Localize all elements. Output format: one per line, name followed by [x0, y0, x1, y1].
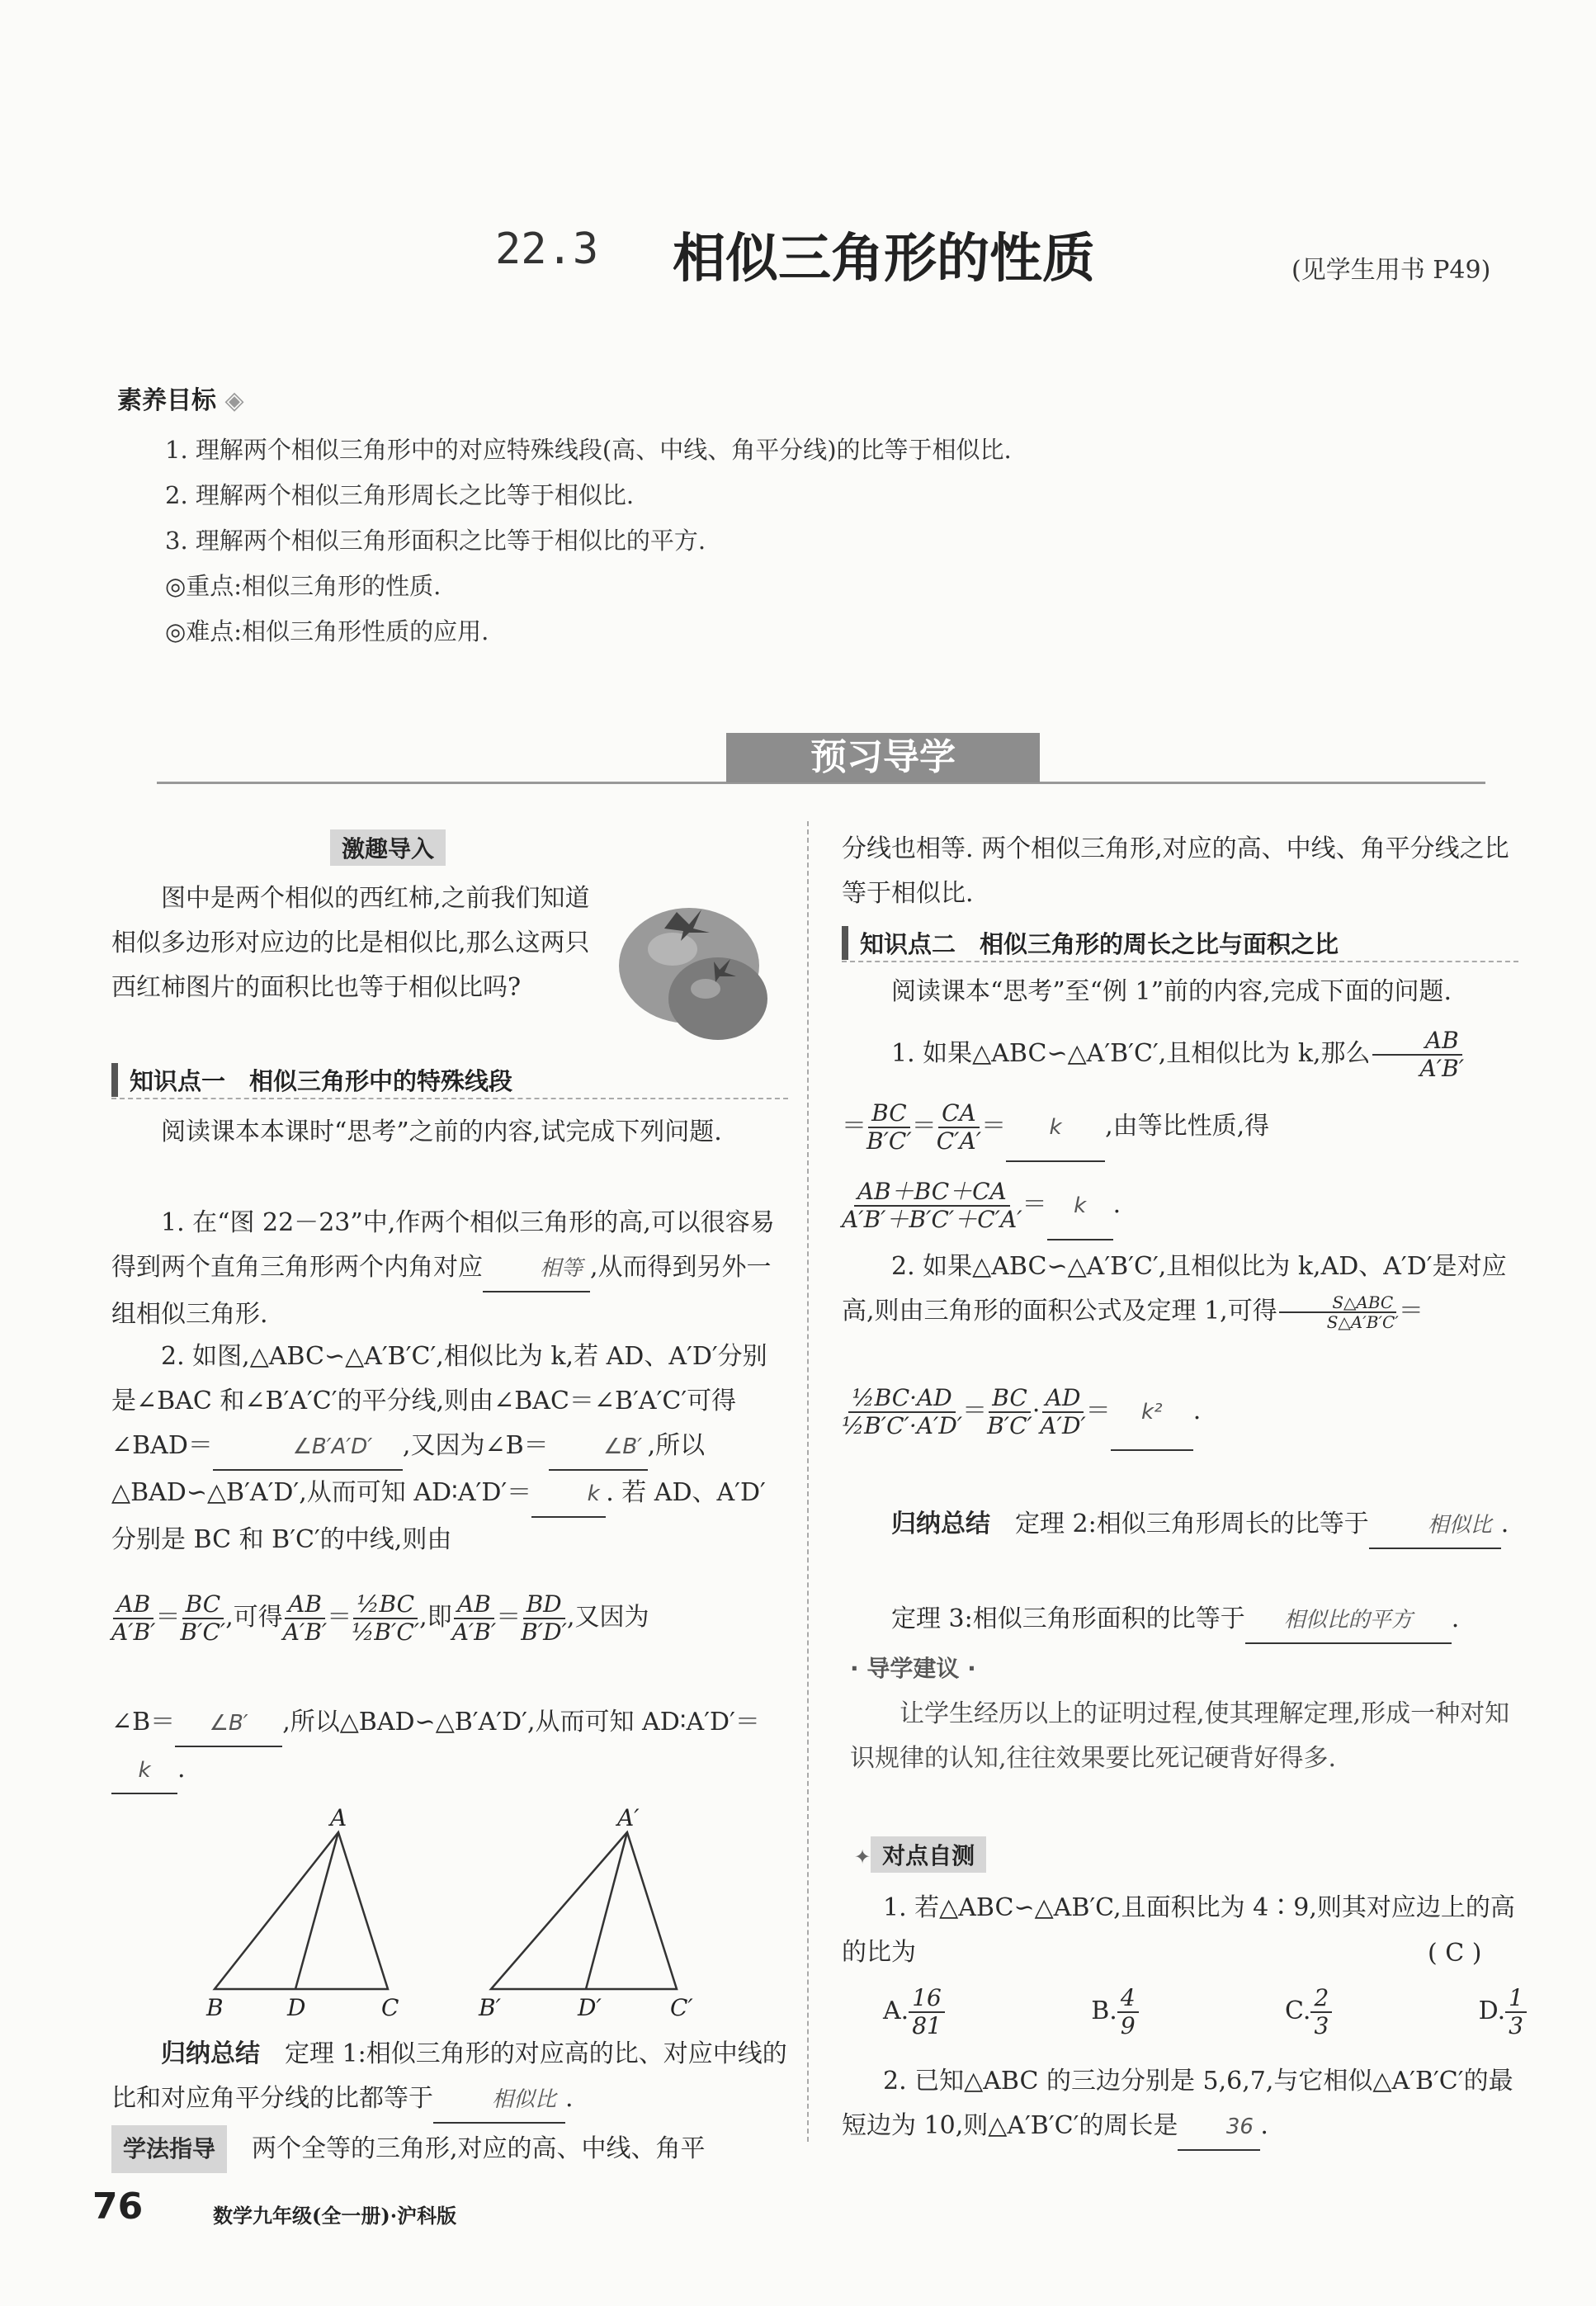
- triangles-figure: [198, 1799, 726, 2022]
- label-c-prime: C′: [670, 1994, 693, 2021]
- knowledge-2-heading: 知识点二 相似三角形的周长之比与面积之比: [842, 926, 1537, 960]
- answer-blank[interactable]: 36: [1178, 2105, 1260, 2151]
- answer-blank[interactable]: k: [531, 1472, 606, 1518]
- fraction: $\frac{BC}{B'C'}$: [866, 1099, 912, 1155]
- fraction: $\frac{\text{½BC·AD}}{\text{½B′C′·A′D′}}$: [842, 1384, 963, 1439]
- knowledge-1-heading: 知识点一 相似三角形中的特殊线段: [111, 1063, 806, 1097]
- option-a[interactable]: A. $\frac{16}{81}$: [883, 1985, 945, 2039]
- answer-blank[interactable]: ∠B′A′D′: [213, 1425, 403, 1471]
- summary-1: 归纳总结 定理 1:相似三角形的对应高的比、对应中线的比和对应角平分线的比都等于 相似比 .: [111, 2032, 788, 2124]
- answer-blank[interactable]: k: [1047, 1173, 1113, 1240]
- fraction: $\frac{\text{S△ABC}}{S\triangle A'B'C'}$: [1277, 1293, 1399, 1331]
- answer-blank[interactable]: 相似比: [433, 2077, 565, 2124]
- label-b: B: [206, 1994, 224, 2021]
- answer-blank[interactable]: k²: [1111, 1375, 1193, 1451]
- segment-ad: [295, 1832, 338, 1989]
- answer-blank[interactable]: k: [111, 1748, 177, 1794]
- fraction: $\frac{BD}{B'D'}$: [521, 1590, 567, 1646]
- test-1-options: [883, 1985, 1527, 2039]
- test-question-1: 1. 若△ABC∽△AB′C,且面积比为 4∶9,则其对应边上的高的比为: [842, 1893, 1515, 1967]
- label-c: C: [381, 1994, 399, 2021]
- k2-question-1: 1. 如果△ABC∽△A′B′C′,且相似比为 k,那么 $\frac{AB}{A'B'}$: [891, 1027, 1465, 1082]
- fraction: $\frac{AB}{A'B'}$: [111, 1590, 156, 1646]
- label-d: D: [287, 1994, 306, 2021]
- book-reference: (见学生用书 P49): [1291, 256, 1491, 285]
- self-test-heading: ✦ 对点自测: [854, 1836, 986, 1873]
- fraction: $\frac{AB}{A'B'}$: [451, 1590, 497, 1646]
- divider: [111, 1098, 788, 1099]
- intro-heading: 激趣导入: [330, 829, 446, 866]
- fraction: $\frac{2}{3}$: [1310, 1985, 1332, 2039]
- answer-blank[interactable]: k: [1006, 1094, 1105, 1162]
- answer-blank[interactable]: 相似比的平方: [1245, 1598, 1452, 1644]
- option-b[interactable]: B. $\frac{4}{9}$: [1091, 1985, 1138, 2039]
- page-title: 相似三角形的性质: [673, 229, 1095, 290]
- label-a: A: [330, 1804, 347, 1831]
- theorem-3: 定理 3:相似三角形面积的比等于 相似比的平方 .: [891, 1597, 1527, 1644]
- fraction: $\frac{AD}{A'D'}$: [1040, 1384, 1086, 1439]
- k1-formula: $\frac{AB}{A'B'}$ ＝ $\frac{BC}{B'C'}$ ,可得 $\frac{AB}{A'B'}$ ＝ $\frac{\text{½BC}}{\text{½B′C′}}$ ,即 $\frac{AB}{A'B'}$ ＝ $\frac{BD}{B'D'}$ ,又因为: [111, 1590, 649, 1646]
- fraction: $\frac{AB}{A'B'}$: [282, 1590, 328, 1646]
- answer-blank[interactable]: ∠B′: [549, 1425, 648, 1471]
- advice-text: 让学生经历以上的证明过程,使其理解定理,形成一种对知识规律的认知,往往效果要比死记硬背好得多.: [850, 1699, 1510, 1773]
- fraction: $\frac{1}{3}$: [1505, 1985, 1527, 2039]
- test-question-2: 2. 已知△ABC 的三边分别是 5,6,7,与它相似△A′B′C′的最短边为 10,则△A′B′C′的周长是 36 .: [842, 2059, 1527, 2151]
- label-b-prime: B′: [479, 1994, 501, 2021]
- fraction: $\frac{CA}{C'A'}$: [936, 1099, 982, 1155]
- fraction: $\frac{4}{9}$: [1117, 1985, 1139, 2039]
- tomato-image: [611, 891, 776, 1048]
- section-banner: 预习导学: [726, 733, 1040, 782]
- continued-text: 分线也相等. 两个相似三角形,对应的高、中线、角平分线之比等于相似比.: [842, 834, 1509, 908]
- test-1-answer: ( C ): [1428, 1939, 1482, 1968]
- option-c[interactable]: C. $\frac{2}{3}$: [1285, 1985, 1332, 2039]
- key-point: ◎重点:相似三角形的性质.: [165, 572, 441, 600]
- fraction: $\frac{AB+BC+CA}{A'B'+B'C'+C'A'}$: [842, 1178, 1022, 1233]
- goal-item: 3. 理解两个相似三角形面积之比等于相似比的平方.: [165, 527, 706, 555]
- fraction: $\frac{\text{½BC}}{\text{½B′C′}}$: [352, 1590, 420, 1646]
- book-title: 数学九年级(全一册)·沪科版: [213, 2204, 457, 2228]
- fraction: $\frac{BC}{B'C'}$: [987, 1384, 1032, 1439]
- difficult-point: ◎难点:相似三角形性质的应用.: [165, 617, 489, 645]
- section-number: 22.3: [495, 224, 599, 274]
- method-guide: 学法指导 两个全等的三角形,对应的高、中线、角平: [111, 2125, 788, 2173]
- answer-blank[interactable]: 相等: [483, 1246, 590, 1292]
- label-a-prime: A′: [617, 1804, 640, 1831]
- star-icon: ✦: [854, 1845, 871, 1869]
- k1-question-1: 1. 在“图 22－23”中,作两个相似三角形的高,可以很容易得到两个直角三角形两个内角对应 相等 ,从而得到另外一组相似三角形.: [111, 1208, 775, 1329]
- label-d-prime: D′: [578, 1994, 602, 2021]
- column-divider: [807, 821, 809, 2142]
- answer-blank[interactable]: ∠B′: [175, 1701, 282, 1747]
- answer-blank[interactable]: 相似比: [1369, 1503, 1501, 1549]
- option-d[interactable]: D. $\frac{1}{3}$: [1479, 1985, 1527, 2039]
- summary-2: 归纳总结 定理 2:相似三角形周长的比等于 相似比 .: [842, 1502, 1527, 1549]
- goal-item: 2. 理解两个相似三角形周长之比等于相似比.: [165, 481, 635, 509]
- advice-heading: · 导学建议 ·: [850, 1655, 976, 1682]
- k2-question-1-cont: ＝ $\frac{BC}{B'C'}$ ＝ $\frac{CA}{C'A'}$ ＝ k ,由等比性质,得: [842, 1094, 1527, 1162]
- k1-instruction: 阅读课本本课时“思考”之前的内容,试完成下列问题.: [161, 1118, 722, 1146]
- goals-heading: 素养目标 ◈: [117, 386, 244, 415]
- fraction: $\frac{16}{81}$: [909, 1985, 945, 2039]
- k1-question-2: 2. 如图,△ABC∽△A′B′C′,相似比为 k,若 AD、A′D′分别是∠BAC 和∠B′A′C′的平分线,则由∠BAC＝∠B′A′C′可得∠BAD＝ ∠B′A′D′ ,又因为∠B＝ ∠B′ ,所以△BAD∽△B′A′D′,从而可知 AD∶A′D′＝ k . 若 AD、A′D′分别是 BC 和 B′C′的中线,则由: [111, 1342, 767, 1554]
- goal-item: 1. 理解两个相似三角形中的对应特殊线段(高、中线、角平分线)的比等于相似比.: [165, 436, 1012, 464]
- k2-ratio-sum: $\frac{AB+BC+CA}{A'B'+B'C'+C'A'}$ ＝ k .: [842, 1172, 1527, 1240]
- arrow-icon: ◈: [224, 386, 244, 415]
- intro-text: 图中是两个相似的西红柿,之前我们知道相似多边形对应边的比是相似比,那么这两只西红柿图片的面积比也等于相似比吗?: [111, 884, 590, 1002]
- k1-conclusion: ∠B＝ ∠B′ ,所以△BAD∽△B′A′D′,从而可知 AD∶A′D′＝k .: [111, 1700, 788, 1794]
- divider: [842, 961, 1518, 962]
- triangle-apbpcp: [491, 1832, 677, 1989]
- fraction: $\frac{AB}{A'B'}$: [1371, 1028, 1465, 1082]
- page-number: 76: [92, 2186, 144, 2228]
- k2-instruction: 阅读课本“思考”至“例 1”前的内容,完成下面的问题.: [891, 977, 1452, 1006]
- k2-area-formula: $\frac{\text{½BC·AD}}{\text{½B′C′·A′D′}}$ ＝ $\frac{BC}{B'C'}$ · $\frac{AD}{A'D'}$ ＝ k² .: [842, 1374, 1527, 1451]
- fraction: $\frac{BC}{B'C'}$: [180, 1590, 226, 1646]
- k2-question-2: 2. 如果△ABC∽△A′B′C′,且相似比为 k,AD、A′D′是对应高,则由三角形的面积公式及定理 1,可得 $\frac{\text{S△ABC}}{S\triangle A'B'C'}$ ＝: [842, 1252, 1507, 1332]
